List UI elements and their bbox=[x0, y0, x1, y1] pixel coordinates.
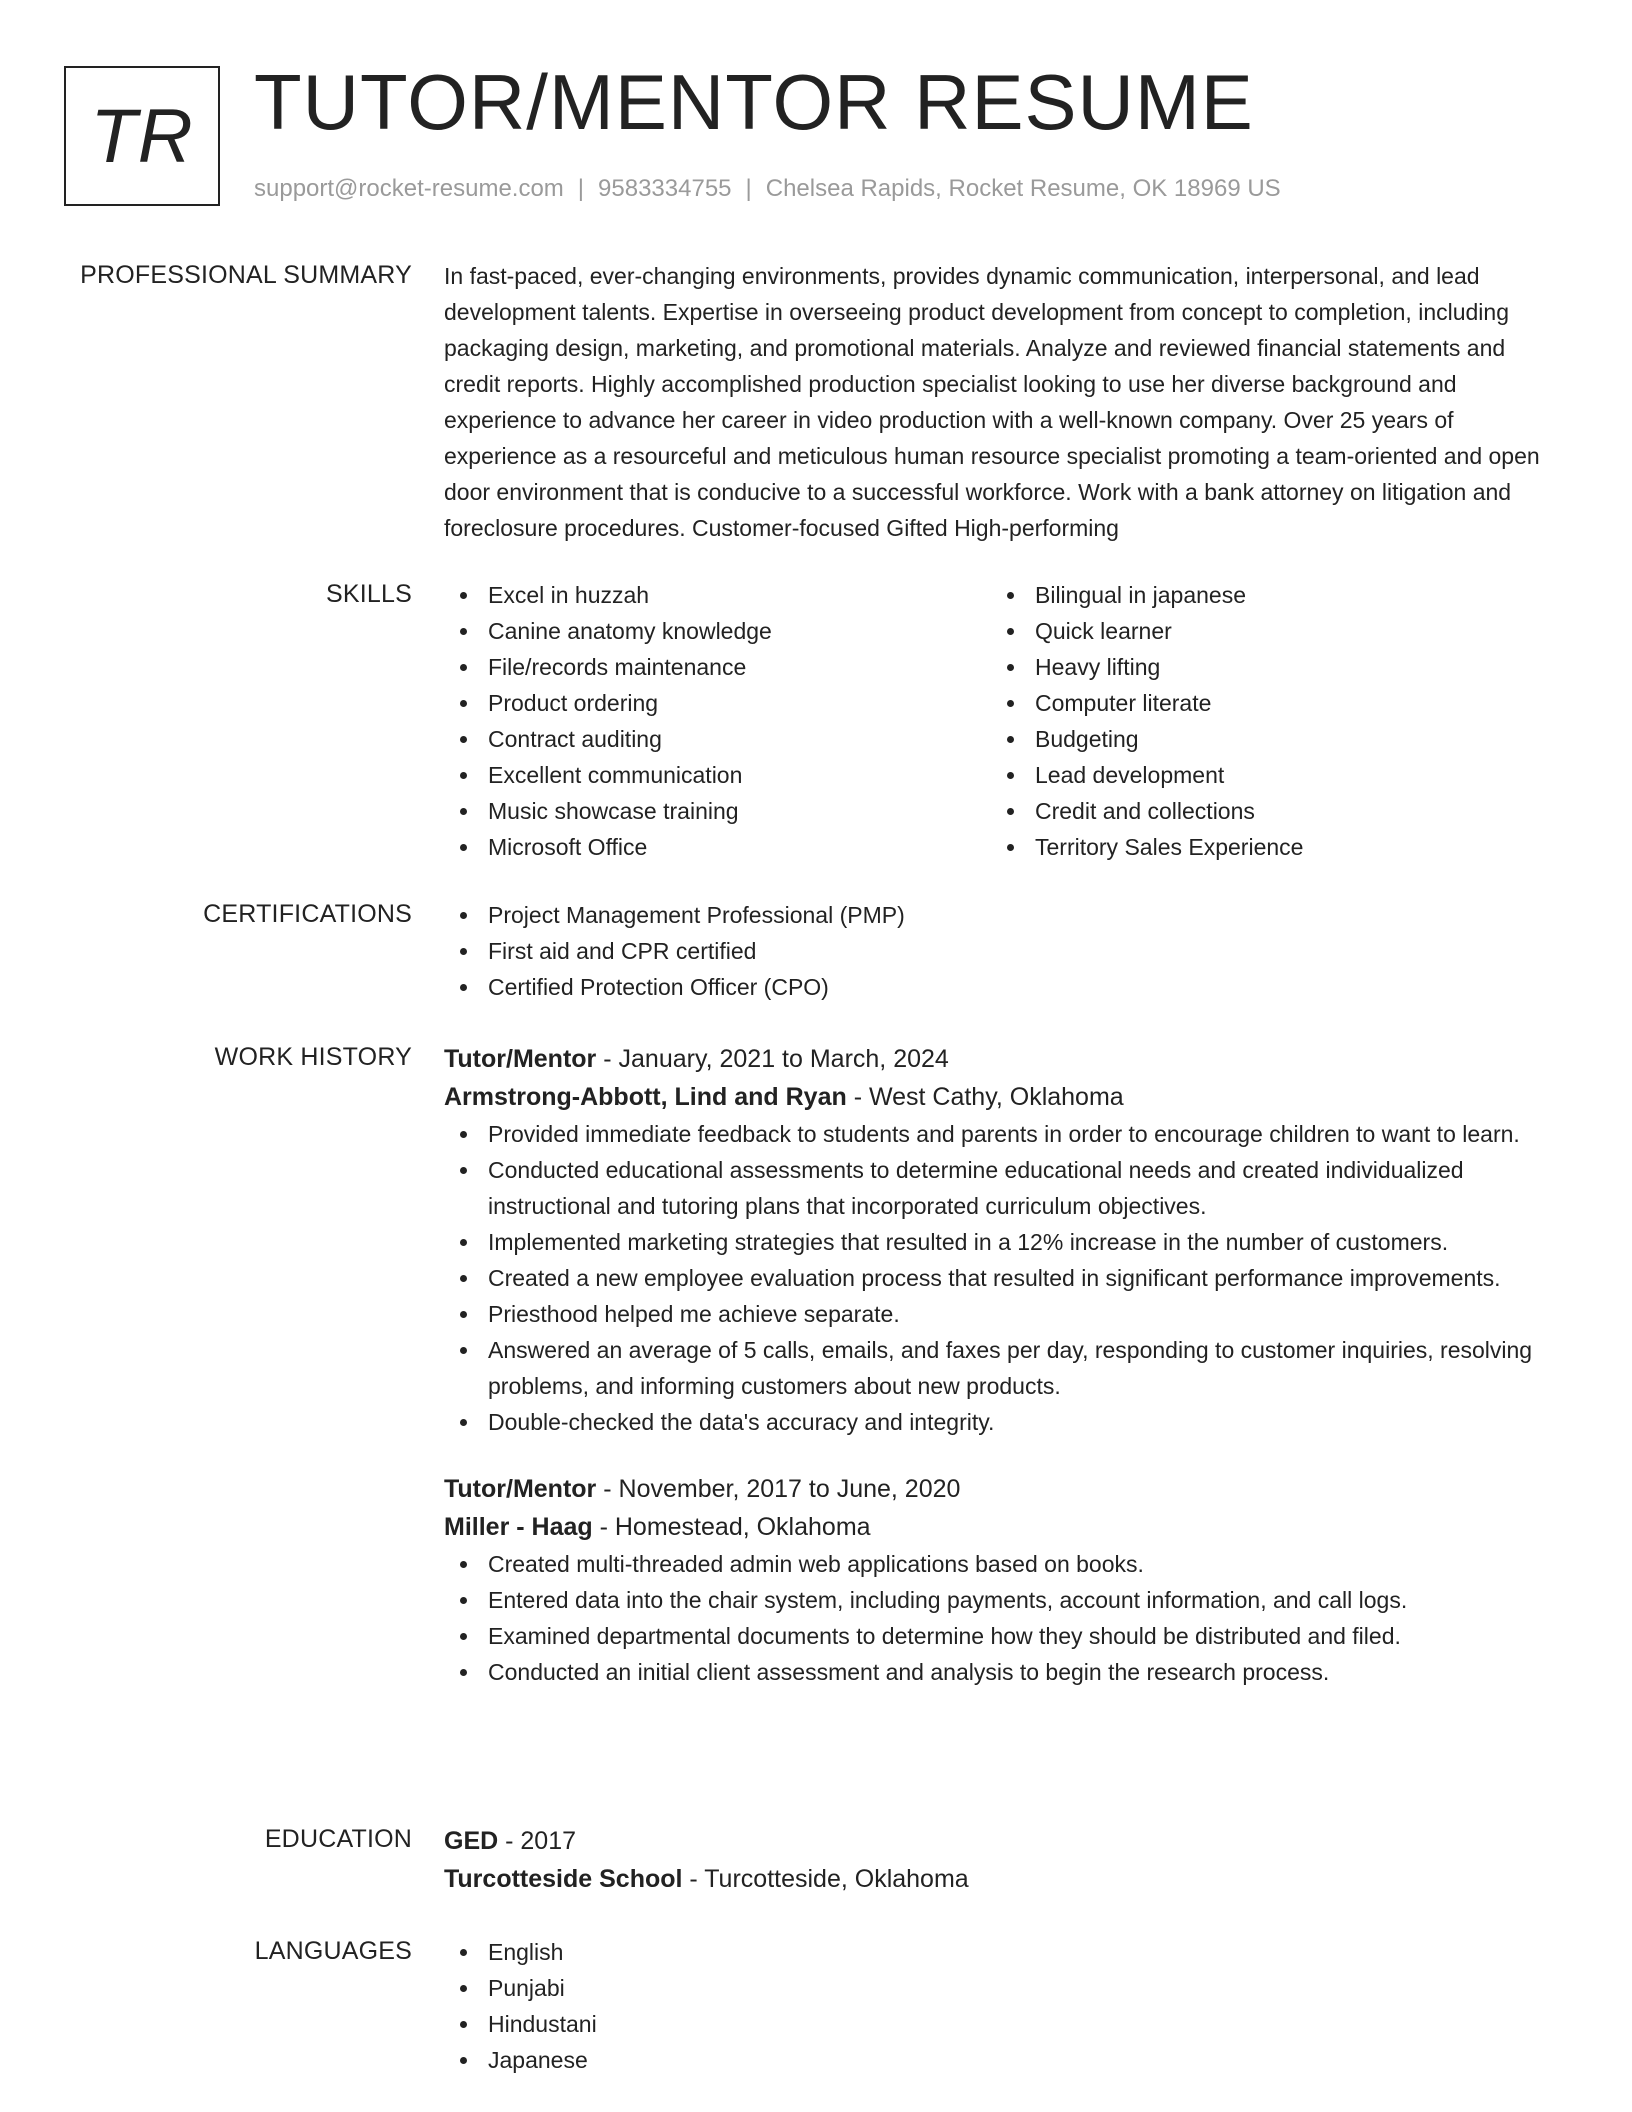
list-item: Certified Protection Officer (CPO) bbox=[444, 969, 1554, 1005]
skills-column-left bbox=[444, 577, 991, 865]
list-item: Punjabi bbox=[444, 1970, 1554, 2006]
resume-title: TUTOR/MENTOR RESUME bbox=[254, 58, 1254, 146]
job-company: Armstrong-Abbott, Lind and Ryan bbox=[444, 1083, 847, 1111]
list-item: Priesthood helped me achieve separate. bbox=[444, 1296, 1554, 1332]
section-label-certifications: CERTIFICATIONS bbox=[203, 900, 412, 928]
section-label-skills: SKILLS bbox=[326, 580, 412, 608]
contact-phone[interactable]: 9583334755 bbox=[598, 175, 732, 202]
job-entry bbox=[444, 1040, 1554, 1440]
list-item: Territory Sales Experience bbox=[991, 829, 1538, 865]
contact-separator: | bbox=[577, 175, 585, 202]
section-label-summary: PROFESSIONAL SUMMARY bbox=[80, 261, 412, 289]
list-item: Answered an average of 5 calls, emails, and faxes per day, responding to customer inquiries, resolving problems, and informing customers about new products. bbox=[444, 1332, 1554, 1404]
list-item: Double-checked the data's accuracy and integrity. bbox=[444, 1404, 1554, 1440]
section-label-languages: LANGUAGES bbox=[254, 1937, 412, 1965]
contact-separator: | bbox=[745, 175, 752, 202]
contact-address: Chelsea Rapids, Rocket Resume, OK 18969 US bbox=[765, 175, 1281, 202]
contact-email[interactable]: support@rocket-resume.com bbox=[254, 175, 564, 202]
summary-text: In fast-paced, ever-changing environments, provides dynamic communication, interpersonal, and lead development talents. Expertise in overseeing product development from concept to completion, including packaging design, marketing, and promotional materials. Analyze and reviewed financial statements and credit reports. Highly accomplished production specialist looking to use her diverse background and experience to advance her career in video production with a well-known company. Over 25 years of experience as a resourceful and meticulous human resource specialist promoting a team-oriented and open door environment that is conducive to a successful workforce. Work with a bank attorney on litigation and foreclosure procedures. Customer-focused Gifted High-performing bbox=[444, 263, 1540, 541]
job-title: Tutor/Mentor bbox=[444, 1475, 597, 1503]
list-item: Hindustani bbox=[444, 2006, 1554, 2042]
list-item: Excel in huzzah bbox=[444, 577, 991, 613]
list-item: Bilingual in japanese bbox=[991, 577, 1538, 613]
list-item: Conducted educational assessments to determine educational needs and created individualized instructional and tutoring plans that incorporated curriculum objectives. bbox=[444, 1152, 1554, 1224]
list-item: Conducted an initial client assessment and analysis to begin the research process. bbox=[444, 1654, 1554, 1690]
certifications-body bbox=[444, 897, 1554, 1005]
job-title-line bbox=[444, 1470, 1554, 1508]
list-item: Canine anatomy knowledge bbox=[444, 613, 991, 649]
list-item: First aid and CPR certified bbox=[444, 933, 1554, 969]
education-degree-line bbox=[444, 1822, 1554, 1860]
job-bullets bbox=[444, 1546, 1554, 1690]
list-item: Credit and collections bbox=[991, 793, 1538, 829]
list-item: Excellent communication bbox=[444, 757, 991, 793]
education-location: - Turcotteside, Oklahoma bbox=[682, 1865, 969, 1893]
list-item: Implemented marketing strategies that resulted in a 12% increase in the number of customers. bbox=[444, 1224, 1554, 1260]
list-item: Created multi-threaded admin web applications based on books. bbox=[444, 1546, 1554, 1582]
list-item: English bbox=[444, 1934, 1554, 1970]
job-company-line bbox=[444, 1508, 1554, 1546]
job-company: Miller - Haag bbox=[444, 1513, 593, 1541]
list-item: Music showcase training bbox=[444, 793, 991, 829]
certifications-list bbox=[444, 897, 1554, 1005]
section-label-work-history: WORK HISTORY bbox=[214, 1043, 412, 1071]
education-year: - 2017 bbox=[498, 1827, 577, 1855]
section-label-education: EDUCATION bbox=[264, 1825, 412, 1853]
list-item: Budgeting bbox=[991, 721, 1538, 757]
list-item: Entered data into the chair system, including payments, account information, and call logs. bbox=[444, 1582, 1554, 1618]
list-item: Provided immediate feedback to students and parents in order to encourage children to want to learn. bbox=[444, 1116, 1554, 1152]
monogram-box bbox=[64, 66, 220, 206]
job-location: - Homestead, Oklahoma bbox=[592, 1513, 871, 1541]
job-title: Tutor/Mentor bbox=[444, 1045, 597, 1073]
job-company-line bbox=[444, 1078, 1554, 1116]
list-item: Computer literate bbox=[991, 685, 1538, 721]
education-school-line bbox=[444, 1860, 1554, 1898]
job-title-line bbox=[444, 1040, 1554, 1078]
education-school: Turcotteside School bbox=[444, 1865, 683, 1893]
job-location: - West Cathy, Oklahoma bbox=[846, 1083, 1124, 1111]
languages-list bbox=[444, 1934, 1554, 2078]
monogram-initials: TR bbox=[90, 93, 194, 179]
job-dates: - November, 2017 to June, 2020 bbox=[596, 1475, 961, 1503]
contact-line bbox=[254, 174, 1281, 204]
education-degree: GED bbox=[444, 1827, 499, 1855]
list-item: Created a new employee evaluation process that resulted in significant performance improvements. bbox=[444, 1260, 1554, 1296]
list-item: Lead development bbox=[991, 757, 1538, 793]
list-item: Contract auditing bbox=[444, 721, 991, 757]
list-item: File/records maintenance bbox=[444, 649, 991, 685]
list-item: Project Management Professional (PMP) bbox=[444, 897, 1554, 933]
education-body bbox=[444, 1822, 1554, 1898]
list-item: Microsoft Office bbox=[444, 829, 991, 865]
languages-body bbox=[444, 1934, 1554, 2078]
list-item: Examined departmental documents to determine how they should be distributed and filed. bbox=[444, 1618, 1554, 1654]
job-entry bbox=[444, 1470, 1554, 1690]
list-item: Quick learner bbox=[991, 613, 1538, 649]
job-bullets bbox=[444, 1116, 1554, 1440]
work-history-body bbox=[444, 1040, 1554, 1690]
list-item: Heavy lifting bbox=[991, 649, 1538, 685]
list-item: Product ordering bbox=[444, 685, 991, 721]
skills-list bbox=[444, 577, 1554, 865]
job-dates: - January, 2021 to March, 2024 bbox=[596, 1045, 949, 1073]
skills-column-right bbox=[991, 577, 1538, 865]
list-item: Japanese bbox=[444, 2042, 1554, 2078]
